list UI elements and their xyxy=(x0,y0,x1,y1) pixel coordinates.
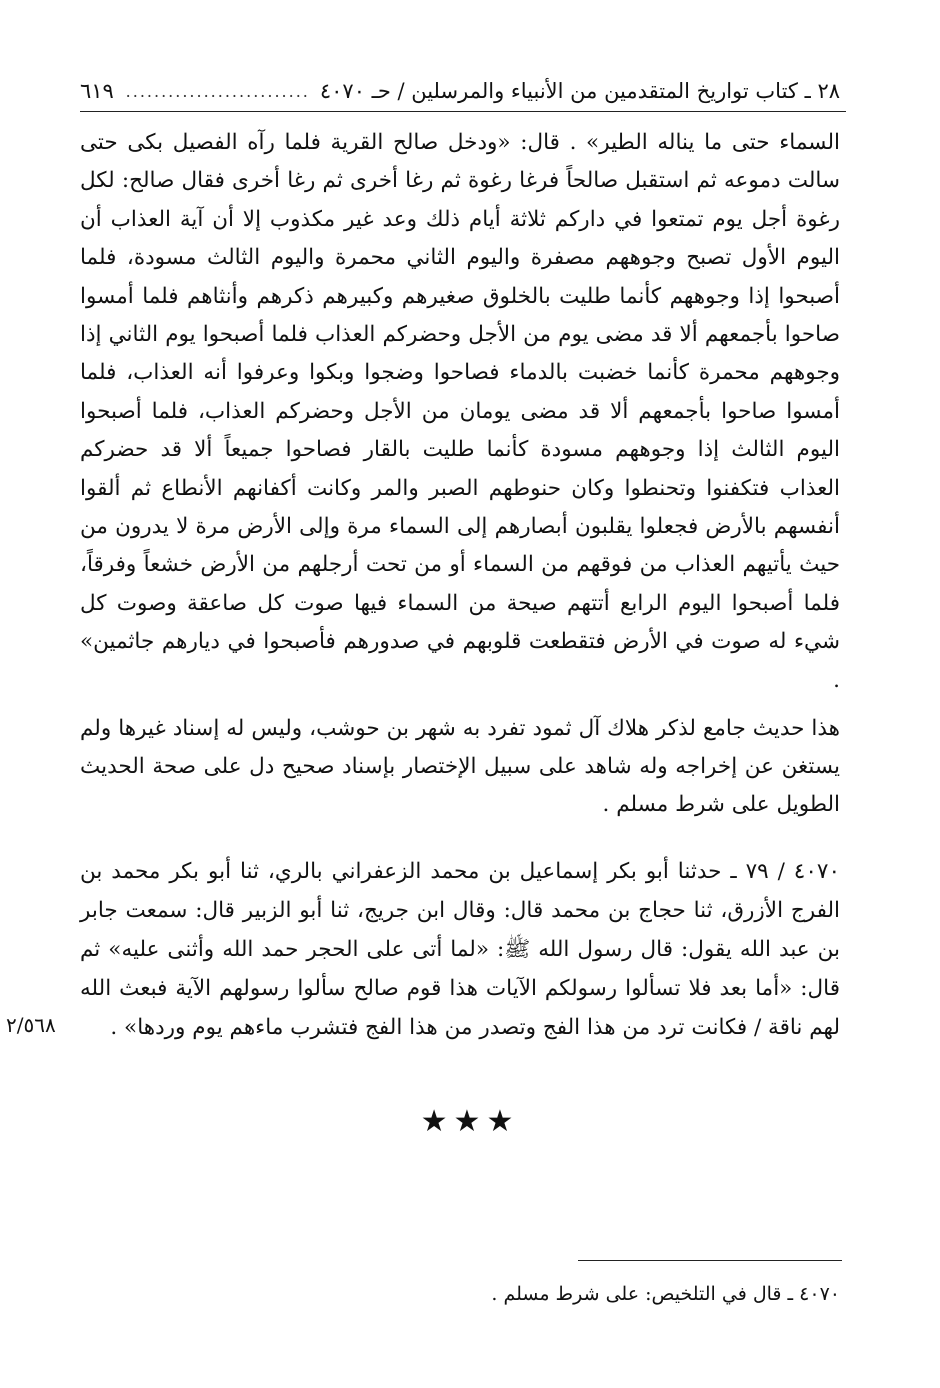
commentary-block xyxy=(80,710,840,824)
hadith-text-block xyxy=(80,124,840,700)
running-header xyxy=(80,74,840,108)
commentary-paragraph: هذا حديث جامع لذكر هلاك آل ثمود تفرد به شهر بن حوشب، وليس له إسناد غيرها ولم يستغن عن إخراجه وله شاهد على سبيل الإختصار بإسناد صحيح دل على صحة الحديث الطويل على شرط مسلم . xyxy=(80,716,840,817)
page-number: ٦١٩ xyxy=(80,79,114,103)
hadith-4070-paragraph: ٤٠٧٠ / ٧٩ ـ حدثنا أبو بكر إسماعيل بن محمد الزعفراني بالري، ثنا أبو بكر محمد بن الفرج الأزرق، ثنا حجاج بن محمد قال: وقال ابن جريج، ثنا أبو الزبير قال: سمعت جابر بن عبد الله يقول: قال رسول الله ﷺ: «لما أتى على الحجر حمد الله وأثنى عليه» ثم قال: «أما بعد فلا تسألوا رسولكم الآيات هذا قوم صالح سألوا رسولهم الآية فبعث الله لهم ناقة / فكانت ترد من هذا الفج وتصدر من هذا الفج فتشرب ماءهم يوم وردها» . xyxy=(80,859,840,1040)
footnote: ٤٠٧٠ ـ قال في التلخيص: على شرط مسلم . xyxy=(491,1283,840,1305)
footnote-rule xyxy=(578,1260,842,1261)
margin-reference: ٢/٥٦٨ xyxy=(6,1013,56,1037)
running-head-title: ٢٨ ـ كتاب تواريخ المتقدمين من الأنبياء والمرسلين / حـ ٤٠٧٠ xyxy=(319,79,840,103)
section-separator-stars: ★★★ xyxy=(420,1104,520,1139)
header-rule xyxy=(80,111,846,112)
leader-dots xyxy=(124,82,310,101)
hadith-4070-block xyxy=(80,852,840,1047)
hadith-text-paragraph: السماء حتى ما يناله الطير» . قال: «ودخل صالح القرية فلما رآه الفصيل بكى حتى سالت دموعه ثم استقبل صالحاً فرغا رغوة ثم رغا أخرى ثم رغا أخرى فقال صالح: لكل رغوة أجل يوم تمتعوا في داركم ثلاثة أيام ذلك وعد غير مكذوب إلا أن آية العذاب أن اليوم الأول تصبح وجوههم مصفرة واليوم الثاني محمرة واليوم الثالث مسودة، فلما أصبحوا إذا وجوههم كأنما طليت بالخلوق صغيرهم وكبيرهم ذكرهم وأنثاهم فلما أمسوا صاحوا بأجمعهم ألا قد مضى يوم من الأجل وحضركم العذاب فلما أصبحوا يوم الثاني إذا وجوههم محمرة كأنما خضبت بالدماء فصاحوا وضجوا وبكوا وعرفوا أنه العذاب، فلما أمسوا صاحوا بأجمعهم ألا قد مضى يومان من الأجل وحضركم العذاب، فلما أصبحوا اليوم الثالث إذا وجوههم مسودة كأنما طليت بالقار فصاحوا جميعاً ألا قد حضركم العذاب فتكفنوا وتحنطوا وكان حنوطهم الصبر والمر وكانت أكفانهم الأنطاع ثم ألقوا أنفسهم بالأرض فجعلوا يقلبون أبصارهم إلى السماء مرة وإلى الأرض مرة لا يدرون من حيث يأتيهم العذاب من فوقهم من السماء أو من تحت أرجلهم من الأرض خشعاً وفرقاً، فلما أصبحوا اليوم الرابع أتتهم صيحة من السماء فيها صوت كل صاعقة وصوت كل شيء له صوت في الأرض فتقطعت قلوبهم في صدورهم فأصبحوا في ديارهم جاثمين» . xyxy=(80,130,840,693)
